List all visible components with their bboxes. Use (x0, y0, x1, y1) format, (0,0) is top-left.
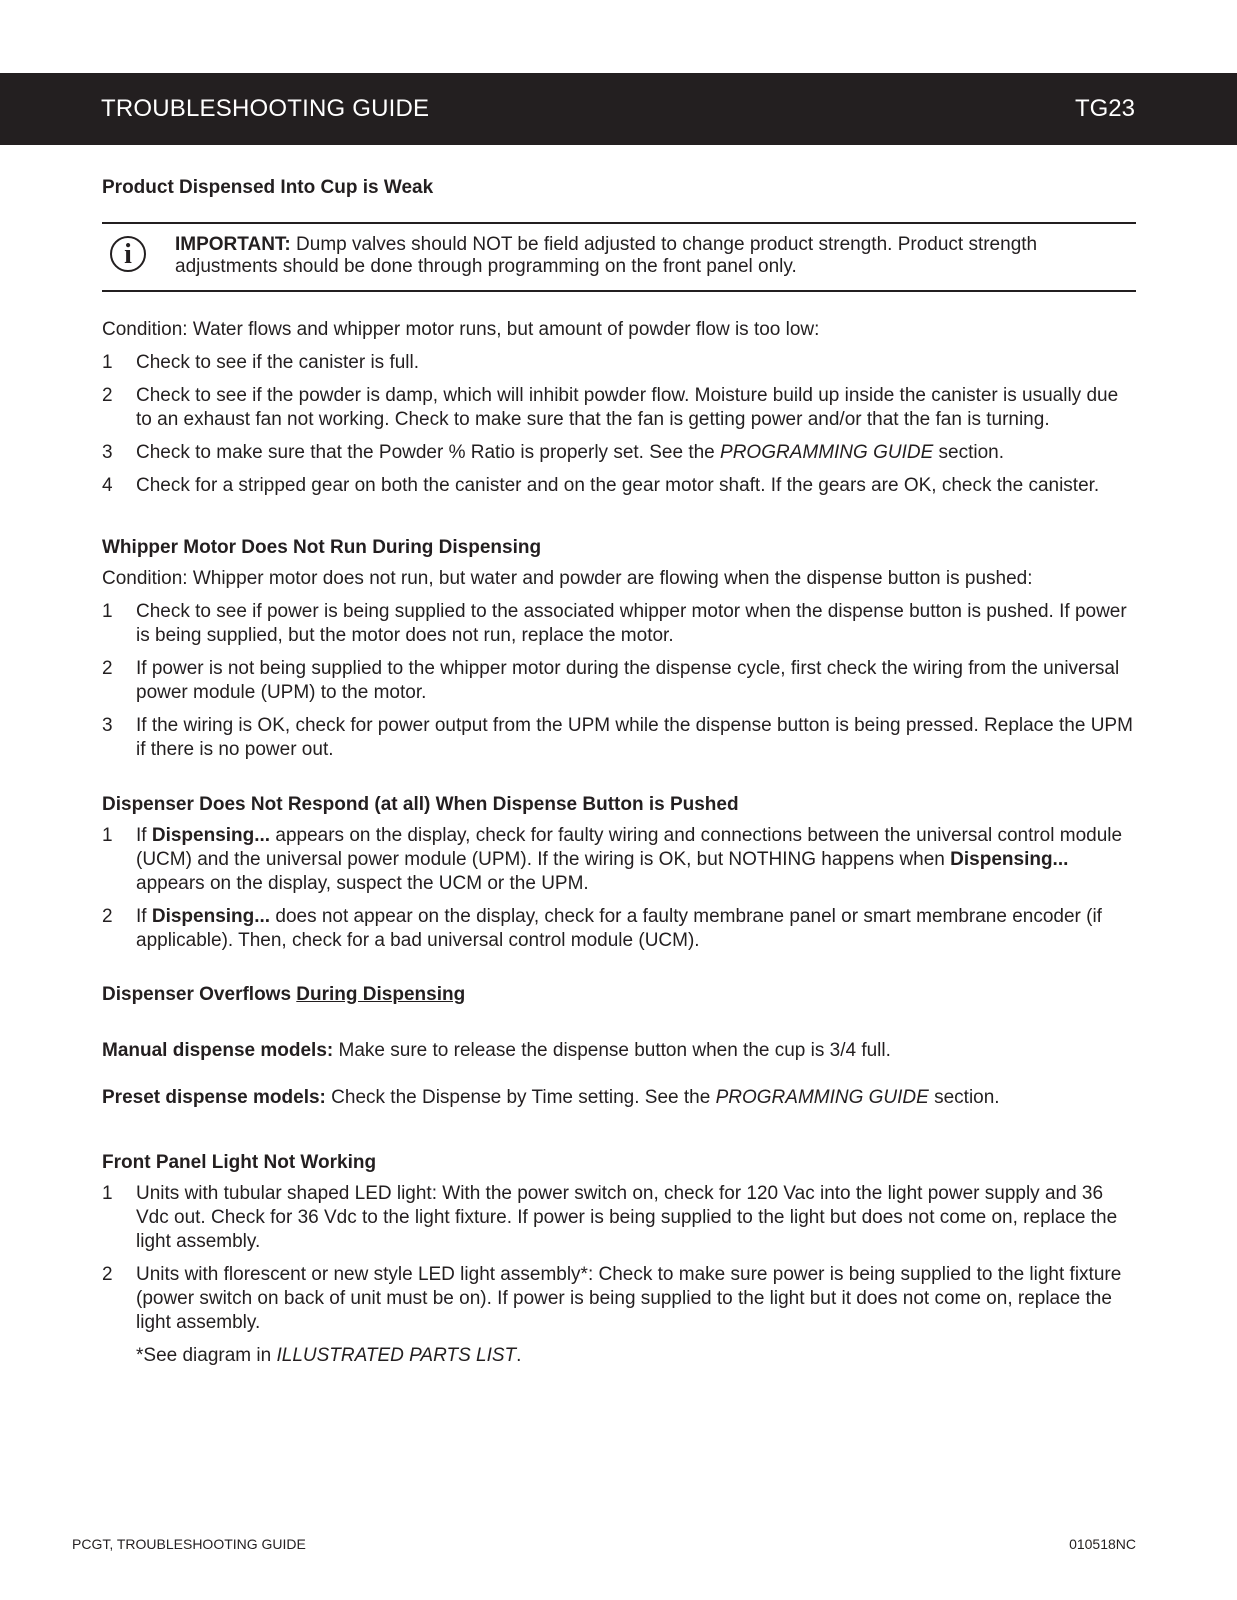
step-text: If (136, 825, 152, 846)
note-text: *See diagram in (136, 1345, 277, 1366)
header-bar (0, 73, 1237, 145)
step-text-end: section. (933, 442, 1005, 463)
manual-label: Manual dispense models: (102, 1040, 334, 1061)
step-number: 4 (102, 475, 113, 496)
footer-document-name: PCGT, TROUBLESHOOTING GUIDE (72, 1536, 306, 1552)
step-text: Check to see if the canister is full. (136, 352, 420, 373)
manual-body: Make sure to release the dispense button when the cup is 3/4 full. (333, 1040, 891, 1061)
list-item (102, 351, 1136, 375)
steps-list-front-panel-light (102, 1182, 1136, 1335)
important-callout (102, 222, 1136, 292)
preset-models-text (102, 1086, 1136, 1110)
page-code: TG23 (1074, 95, 1135, 122)
dispensing-label: Dispensing... (151, 906, 271, 927)
section-title-weak-product: Product Dispensed Into Cup is Weak (102, 177, 434, 198)
steps-list-weak-product (102, 351, 1136, 498)
steps-list-no-response (102, 824, 1136, 953)
list-item (102, 441, 1136, 465)
section-title-front-panel-light: Front Panel Light Not Working (102, 1152, 377, 1173)
step-number: 3 (102, 442, 113, 463)
preset-body-end: section. (928, 1087, 1000, 1108)
step-text: Units with florescent or new style LED light assembly*: Check to make sure power is being supplied to the light fixture (power switch on back of unit must be on). If power is being supplied to the light but it does not come on, replace the light assembly. (136, 1264, 1122, 1333)
step-number: 2 (102, 658, 113, 679)
title-part: Dispenser Overflows (102, 984, 297, 1005)
dispensing-label: Dispensing... (151, 825, 271, 846)
footer-document-code: 010518NC (1069, 1536, 1136, 1552)
list-item (102, 905, 1136, 953)
condition-text: Condition: Whipper motor does not run, but water and powder are flowing when the dispense button is pushed: (102, 568, 1033, 589)
list-item (102, 824, 1136, 896)
note-end: . (516, 1345, 522, 1366)
preset-label: Preset dispense models: (102, 1087, 326, 1108)
step-text: If (136, 906, 152, 927)
section-title-no-response: Dispenser Does Not Respond (at all) When Dispense Button is Pushed (102, 794, 739, 815)
important-label: IMPORTANT: (175, 234, 291, 255)
step-number: 3 (102, 715, 113, 736)
header-title: TROUBLESHOOTING GUIDE (101, 95, 430, 122)
important-text (175, 234, 1136, 278)
step-text: Check to make sure that the Powder % Ratio is properly set. See the (136, 442, 721, 463)
programming-guide-ref: PROGRAMMING GUIDE (715, 1087, 929, 1108)
manual-models-text (102, 1039, 1136, 1063)
preset-body: Check the Dispense by Time setting. See the (325, 1087, 716, 1108)
list-item (102, 600, 1136, 648)
steps-list-whipper-motor (102, 600, 1136, 762)
step-number: 2 (102, 385, 113, 406)
step-text: does not appear on the display, check for a faulty membrane panel or smart membrane encoder (if applicable). Then, check for a bad universal control module (UCM). (136, 906, 1102, 951)
list-item (102, 714, 1136, 762)
step-text: Check to see if the powder is damp, which will inhibit powder flow. Moisture build up inside the canister is usually due to an exhaust fan not working. Check to make sure that the fan is getting power and/or that the fan is turning. (136, 385, 1119, 430)
dispensing-label: Dispensing... (950, 849, 1069, 870)
condition-text: Condition: Water flows and whipper motor runs, but amount of powder flow is too low: (102, 319, 820, 340)
section-title-whipper-motor: Whipper Motor Does Not Run During Dispensing (102, 537, 542, 558)
step-text: appears on the display, check for faulty wiring and connections between the universal control module (UCM) and the universal power module (UPM). If the wiring is OK, but NOTHING happens when (136, 825, 1123, 870)
section-title-overflows (102, 983, 1136, 1007)
step-number: 1 (102, 1183, 113, 1204)
step-text: Units with tubular shaped LED light: With the power switch on, check for 120 Vac into the light power supply and 36 Vdc out. Check for 36 Vdc to the light fixture. If power is being supplied to the light but does not come on, replace the light assembly. (136, 1183, 1118, 1252)
section-whipper-motor (102, 536, 1136, 762)
list-item (102, 1263, 1136, 1335)
step-text: If the wiring is OK, check for power output from the UPM while the dispense button is being pressed. Replace the UPM if there is no power out. (136, 715, 1133, 760)
list-item (102, 1182, 1136, 1254)
step-text: Check to see if power is being supplied to the associated whipper motor when the dispense button is pushed. If power is being supplied, but the motor does not run, replace the motor. (136, 601, 1127, 646)
step-number: 2 (102, 1264, 113, 1285)
section-overflows (102, 983, 1136, 1110)
list-item (102, 474, 1136, 498)
info-icon: i (110, 236, 146, 272)
step-text: appears on the display, suspect the UCM or the UPM. (136, 873, 589, 894)
step-text: Check for a stripped gear on both the canister and on the gear motor shaft. If the gears are OK, check the canister. (136, 475, 1100, 496)
section-front-panel-light (102, 1151, 1136, 1368)
diagram-note (102, 1344, 1136, 1368)
programming-guide-ref: PROGRAMMING GUIDE (720, 442, 934, 463)
title-underlined: During Dispensing (296, 984, 466, 1005)
section-no-response (102, 793, 1136, 953)
step-number: 1 (102, 352, 113, 373)
illustrated-parts-ref: ILLUSTRATED PARTS LIST (276, 1345, 517, 1366)
step-number: 2 (102, 906, 113, 927)
step-number: 1 (102, 825, 113, 846)
step-text: If power is not being supplied to the whipper motor during the dispense cycle, first check the wiring from the universal power module (UPM) to the motor. (136, 658, 1120, 703)
list-item (102, 657, 1136, 705)
important-body: Dump valves should NOT be field adjusted to change product strength. Product strength adjustments should be done through programming on the front panel only. (175, 234, 1038, 277)
list-item (102, 384, 1136, 432)
step-number: 1 (102, 601, 113, 622)
page-content (102, 176, 1136, 1368)
